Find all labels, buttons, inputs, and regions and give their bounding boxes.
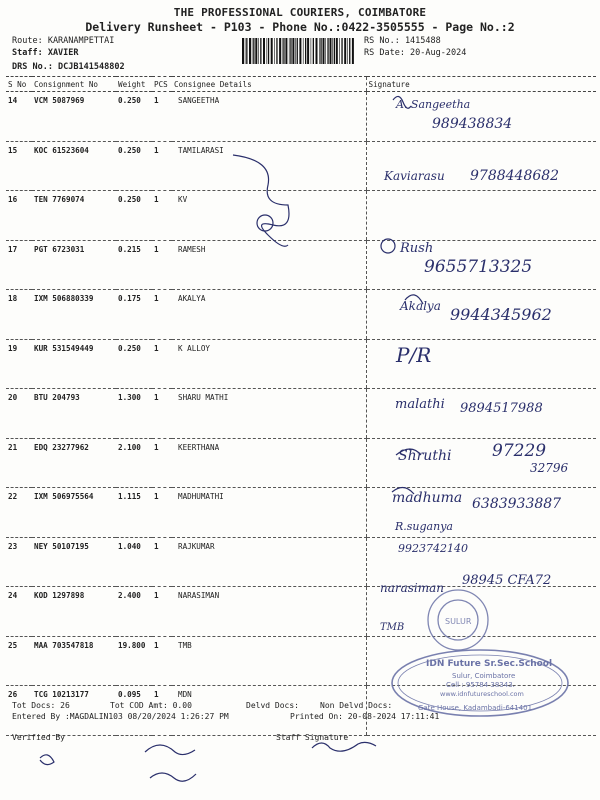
barcode-bar <box>320 38 321 64</box>
stamp-line: IDN Future Sr.Sec.School <box>426 659 553 669</box>
barcode-bar <box>279 38 281 64</box>
barcode-bar <box>253 38 254 64</box>
pcs: 1 <box>152 290 172 340</box>
signature-text: TMB <box>380 622 405 633</box>
weight: 0.175 <box>116 290 152 340</box>
signature-text: Shruthi <box>398 448 452 464</box>
printed-on: Printed On: 20-08-2024 17:11:41 <box>290 712 440 721</box>
pcs: 1 <box>152 686 172 736</box>
weight: 0.250 <box>116 92 152 142</box>
table-row <box>6 438 596 488</box>
stamp-line: Sulur, Coimbatore <box>452 672 516 680</box>
weight: 2.400 <box>116 587 152 637</box>
row-sno: 21 <box>6 438 32 488</box>
barcode-bar <box>311 38 312 64</box>
rs-date: RS Date: 20-Aug-2024 <box>364 48 467 58</box>
consignee-name: TAMILARASI <box>172 141 366 191</box>
barcode-bar <box>341 38 342 64</box>
table-row <box>6 141 596 191</box>
barcode-bar <box>292 38 294 64</box>
entered-by: Entered By :MAGDALIN103 08/20/2024 1:26:27 PM <box>12 712 229 721</box>
signature-text: R.suganya <box>395 520 453 533</box>
signature-phone: 9923742140 <box>398 542 468 555</box>
col-sno: S No <box>6 77 32 92</box>
pcs: 1 <box>152 191 172 241</box>
signature-cell <box>366 537 596 587</box>
col-signature: Signature <box>366 77 596 92</box>
signature-phone: 9894517988 <box>460 401 543 416</box>
table-row <box>6 92 596 142</box>
tot-docs: Tot Docs: 26 <box>12 701 70 710</box>
consignment-number: PGT 6723031 <box>32 240 116 290</box>
table-row <box>6 537 596 587</box>
signature-text: Akalya <box>400 299 441 313</box>
route-label: Route: KARANAMPETTAI <box>12 36 115 46</box>
signature-cell <box>366 686 596 736</box>
consignment-table <box>6 76 596 736</box>
consignee-name: RAMESH <box>172 240 366 290</box>
signature-phone: 989438834 <box>432 116 513 132</box>
stamp-line: Cell : 95784 38343. <box>446 681 515 689</box>
row-sno: 22 <box>6 488 32 538</box>
consignee-name: MADHUMATHI <box>172 488 366 538</box>
signature-cell <box>366 92 596 142</box>
table-row <box>6 339 596 389</box>
weight: 0.215 <box>116 240 152 290</box>
weight: 1.115 <box>116 488 152 538</box>
pcs: 1 <box>152 240 172 290</box>
consignment-number: VCM 5087969 <box>32 92 116 142</box>
staff-signature-mark <box>312 742 376 751</box>
verified-signature <box>150 773 196 781</box>
table-row <box>6 587 596 637</box>
consignment-number: TEN 7769074 <box>32 191 116 241</box>
signature-cell <box>366 587 596 637</box>
verified-signature <box>145 745 195 755</box>
row-sno: 23 <box>6 537 32 587</box>
signature-phone: 9944345962 <box>450 305 552 324</box>
barcode-bar <box>263 38 265 64</box>
barcode-bar <box>303 38 304 64</box>
barcode-bar <box>274 38 275 64</box>
signature-cell <box>366 389 596 439</box>
barcode-bar <box>334 38 335 64</box>
signature-text: madhuma <box>392 490 463 506</box>
signature-phone: 97229 <box>492 441 547 461</box>
barcode-bar <box>349 38 350 64</box>
barcode-bar <box>332 38 333 64</box>
signature-cell <box>366 240 596 290</box>
col-weight: Weight <box>116 77 152 92</box>
runsheet-title: Delivery Runsheet - P103 - Phone No.:0422-3505555 - Page No.:2 <box>85 20 515 34</box>
col-pcs: PCS <box>152 77 172 92</box>
stamp-line: Gate House, Kadambadi-641401 <box>418 704 533 712</box>
barcode-bar <box>323 38 325 64</box>
pcs: 1 <box>152 636 172 686</box>
signature-text: P/R <box>396 343 432 367</box>
signature-cell <box>366 191 596 241</box>
consignee-name: SHARU MATHI <box>172 389 366 439</box>
pcs: 1 <box>152 339 172 389</box>
verified-signature <box>40 755 54 765</box>
barcode-bar <box>271 38 273 64</box>
barcode-bar <box>319 38 320 64</box>
consignment-number: KOD 1297898 <box>32 587 116 637</box>
barcode-bar <box>344 38 346 64</box>
consignee-name: KV <box>172 191 366 241</box>
barcode-bar <box>260 38 261 64</box>
barcode-bar <box>258 38 259 64</box>
pcs: 1 <box>152 438 172 488</box>
weight: 1.040 <box>116 537 152 587</box>
barcode-bar <box>267 38 268 64</box>
signature-phone: 9788448682 <box>470 168 560 184</box>
barcode-bar <box>282 38 283 64</box>
row-sno: 16 <box>6 191 32 241</box>
signature-cell <box>366 141 596 191</box>
barcode-bar <box>242 38 244 64</box>
row-sno: 26 <box>6 686 32 736</box>
row-sno: 15 <box>6 141 32 191</box>
barcode-bar <box>290 38 291 64</box>
barcode-bar <box>313 38 314 64</box>
row-sno: 17 <box>6 240 32 290</box>
weight: 19.800 <box>116 636 152 686</box>
barcode <box>242 38 356 64</box>
signature-text: Kaviarasu <box>384 169 445 183</box>
consignee-name: MDN <box>172 686 366 736</box>
signature-phone: 6383933887 <box>472 496 562 512</box>
row-sno: 20 <box>6 389 32 439</box>
signature-phone: 9655713325 <box>424 257 533 277</box>
barcode-bar <box>347 38 348 64</box>
barcode-bar <box>249 38 251 64</box>
signature-text: Rush <box>400 241 434 256</box>
table-row <box>6 636 596 686</box>
table-row <box>6 488 596 538</box>
barcode-bar <box>283 38 284 64</box>
consignee-name: TMB <box>172 636 366 686</box>
stamp-line: www.idnfutureschool.com <box>440 690 524 698</box>
table-row <box>6 240 596 290</box>
consignment-number: KOC 61523604 <box>32 141 116 191</box>
table-row <box>6 389 596 439</box>
consignee-name: KEERTHANA <box>172 438 366 488</box>
barcode-bar <box>252 38 253 64</box>
barcode-bar <box>268 38 269 64</box>
tot-cod: Tot COD Amt: 0.00 <box>110 701 192 710</box>
consignee-name: AKALYA <box>172 290 366 340</box>
weight: 2.100 <box>116 438 152 488</box>
svg-text:SULUR: SULUR <box>445 617 472 626</box>
col-consignment: Consignment No <box>32 77 116 92</box>
pcs: 1 <box>152 141 172 191</box>
barcode-bar <box>289 38 290 64</box>
table-row <box>6 191 596 241</box>
barcode-bar <box>297 38 298 64</box>
consignment-number: TCG 10213177 <box>32 686 116 736</box>
pcs: 1 <box>152 92 172 142</box>
signature-phone: 98945 CFA72 <box>462 573 552 588</box>
consignment-number: EDQ 23277962 <box>32 438 116 488</box>
barcode-bar <box>276 38 277 64</box>
consignee-name: NARASIMAN <box>172 587 366 637</box>
barcode-bar <box>246 38 247 64</box>
pcs: 1 <box>152 537 172 587</box>
signature-cell <box>366 339 596 389</box>
pcs: 1 <box>152 488 172 538</box>
consignment-number: MAA 703547818 <box>32 636 116 686</box>
barcode-bar <box>255 38 257 64</box>
row-sno: 25 <box>6 636 32 686</box>
pcs: 1 <box>152 587 172 637</box>
weight: 0.250 <box>116 339 152 389</box>
signature-phone: 32796 <box>530 461 569 475</box>
staff-label: Staff: XAVIER <box>12 48 79 58</box>
consignee-name: RAJKUMAR <box>172 537 366 587</box>
non-delvd-docs: Non Delvd Docs: <box>320 701 393 710</box>
row-sno: 18 <box>6 290 32 340</box>
company-name: THE PROFESSIONAL COURIERS, COIMBATORE <box>173 6 427 19</box>
table-row <box>6 686 596 736</box>
barcode-bar <box>352 38 354 64</box>
signature-cell <box>366 488 596 538</box>
barcode-bar <box>336 38 338 64</box>
consignment-number: BTU 204793 <box>32 389 116 439</box>
row-sno: 24 <box>6 587 32 637</box>
barcode-bar <box>316 38 318 64</box>
signature-cell <box>366 438 596 488</box>
table-header <box>6 77 596 92</box>
verified-by-label: Verified By <box>12 733 65 742</box>
barcode-bar <box>307 38 309 64</box>
barcode-bar <box>330 38 332 64</box>
signature-text: malathi <box>395 397 445 412</box>
barcode-bar <box>245 38 246 64</box>
weight: 0.250 <box>116 141 152 191</box>
weight: 1.300 <box>116 389 152 439</box>
consignee-name: SANGEETHA <box>172 92 366 142</box>
consignment-number: IXM 506880339 <box>32 290 116 340</box>
barcode-bar <box>299 38 301 64</box>
consignment-number: IXM 506975564 <box>32 488 116 538</box>
signature-cell <box>366 290 596 340</box>
consignment-number: KUR 531549449 <box>32 339 116 389</box>
barcode-bar <box>285 38 287 64</box>
barcode-bar <box>325 38 326 64</box>
pcs: 1 <box>152 389 172 439</box>
staff-signature-label: Staff Signature <box>276 733 349 742</box>
signature-cell <box>366 636 596 686</box>
delvd-docs: Delvd Docs: <box>246 701 299 710</box>
barcode-bar <box>339 38 340 64</box>
row-sno: 14 <box>6 92 32 142</box>
signature-text: A. Sangeetha <box>396 98 471 111</box>
consignment-number: NEY 50107195 <box>32 537 116 587</box>
signature-text: narasiman <box>380 581 445 595</box>
barcode-bar <box>305 38 306 64</box>
rs-number: RS No.: 1415488 <box>364 36 441 46</box>
barcode-bar <box>327 38 328 64</box>
barcode-bar <box>295 38 296 64</box>
weight: 0.250 <box>116 191 152 241</box>
weight: 0.095 <box>116 686 152 736</box>
consignee-name: K ALLOY <box>172 339 366 389</box>
col-consignee: Consignee Details <box>172 77 366 92</box>
table-row <box>6 290 596 340</box>
drs-number: DRS No.: DCJB141548802 <box>12 62 125 72</box>
row-sno: 19 <box>6 339 32 389</box>
